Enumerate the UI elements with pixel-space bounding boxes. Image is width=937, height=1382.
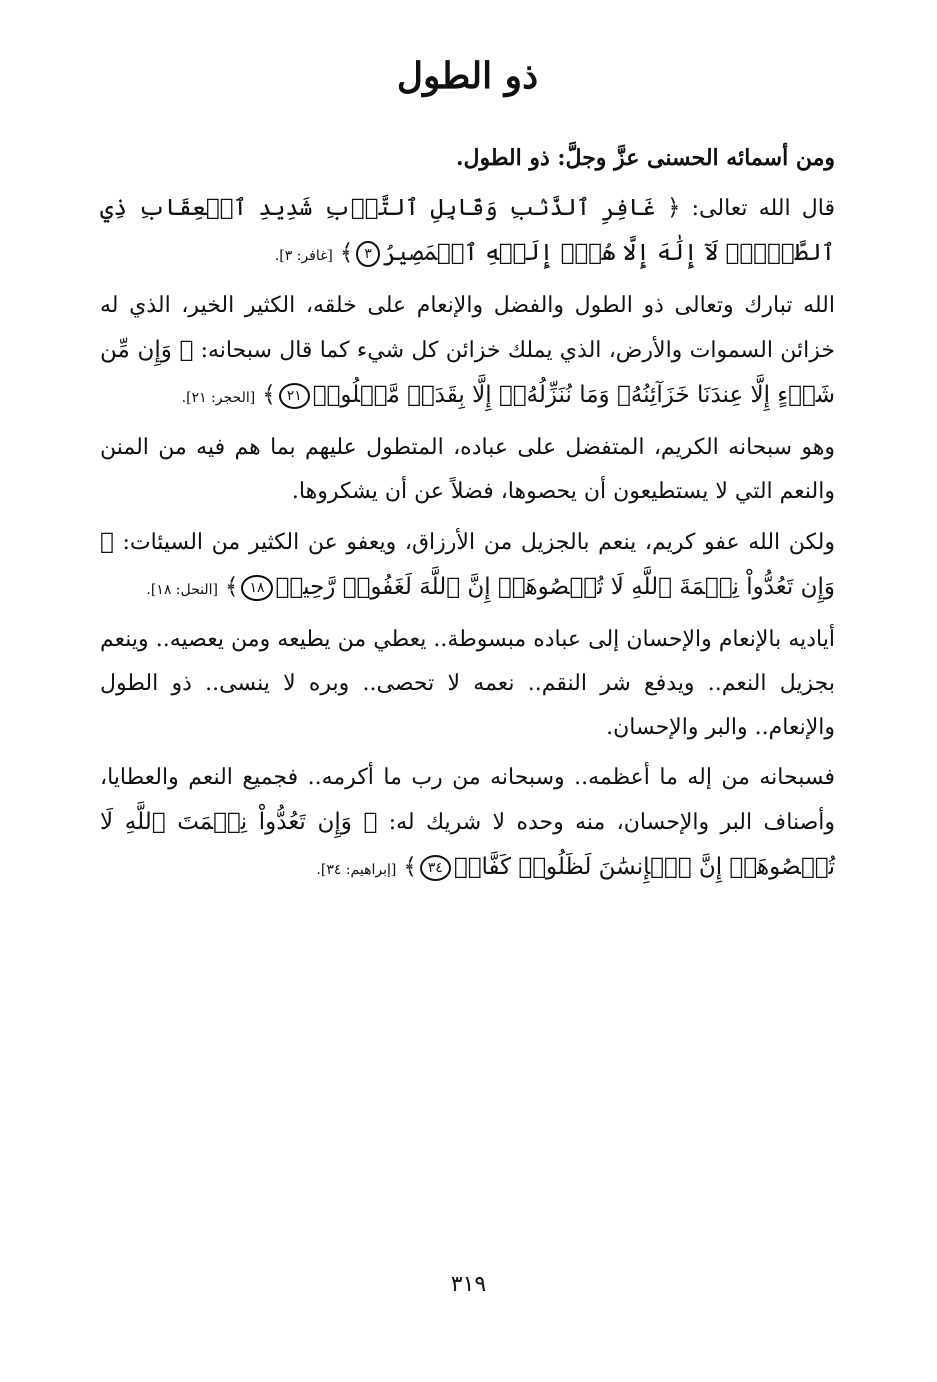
paragraph-6	[100, 756, 835, 892]
ayah-number-marker: ٣٤	[420, 855, 451, 881]
verse-close-bracket: ﴾	[262, 382, 276, 409]
paragraph-2	[100, 284, 835, 420]
verse-close-bracket: ﴾	[403, 854, 417, 881]
verse-ghafir: ﴿ غَافِرِ ٱلذَّنۢبِ وَقَابِلِ ٱلتَّوۡبِ شَدِيدِ ٱلۡعِقَابِ ذِي ٱلطَّوۡلِۖ لَآ إِلَٰهَ إِلَّا هُوَۖ إِلَيۡهِ ٱلۡمَصِيرُ	[100, 195, 835, 267]
verse-reference: [إبراهيم: ٣٤].	[316, 862, 397, 879]
paragraph-4-text: ولكن الله عفو كريم، ينعم بالجزيل من الأرزاق، ويعفو عن الكثير من السيئات:	[113, 530, 836, 556]
paragraph-3: وهو سبحانه الكريم، المتفضل على عباده، المتطول عليهم بما هم فيه من المنن والنعم التي لا يستطيعون أن يحصوها، فضلاً عن أن يشكروها.	[100, 435, 835, 505]
page-number: ٣١٩	[450, 1272, 487, 1297]
paragraph-2-text: الله تبارك وتعالى ذو الطول والفضل والإنعام على خلقه، الكثير الخير، الذي له خزائن السموات والأرض، الذي يملك خزائن كل شيء كما قال سبحانه:	[100, 293, 835, 364]
paragraph-6-text: فسبحانه من إله ما أعظمه.. وسبحانه من رب ما أكرمه.. فجميع النعم والعطايا، وأصناف البر والإحسان، منه وحده لا شريك له:	[100, 765, 835, 836]
verse-ibrahim: ﴿ وَإِن تَعُدُّواْ نِعۡمَتَ ٱللَّهِ لَا تُحۡصُوهَآۗ إِنَّ ٱلۡإِنسَٰنَ لَظَلُومٞ كَفَّارٞ	[100, 809, 835, 881]
verse-nahl: ﴿ وَإِن تَعُدُّواْ نِعۡمَةَ ٱللَّهِ لَا تُحۡصُوهَآۗ إِنَّ ٱللَّهَ لَغَفُورٞ رَّحِيمٞ	[100, 529, 835, 601]
verse-reference: [النحل: ١٨].	[146, 582, 218, 599]
paragraph-1	[100, 186, 835, 278]
verse-close-bracket: ﴾	[225, 574, 239, 601]
verse-reference: [الحجر: ٢١].	[181, 390, 256, 407]
ayah-number-marker: ٢١	[279, 383, 310, 409]
verse-reference: [غافر: ٣].	[274, 248, 333, 265]
paragraph-4	[100, 520, 835, 612]
verse-close-bracket: ﴾	[339, 240, 354, 267]
paragraph-5: أياديه بالإنعام والإحسان إلى عباده مبسوطة.. يعطي من يطيعه ومن يعصيه.. وينعم بجزيل النعم.. ويدفع شر النقم.. نعمه لا تحصى.. وبره لا ينسى.. ذو الطول والإنعام.. والبر والإحسان.	[100, 627, 835, 741]
ayah-number-marker: ١٨	[241, 575, 272, 601]
paragraph-1-lead: قال الله تعالى:	[680, 196, 835, 222]
verse-hijr: ﴿ وَإِن مِّن شَيۡءٍ إِلَّا عِندَنَا خَزَآئِنُهُۥ وَمَا نُنَزِّلُهُۥٓ إِلَّا بِقَدَرٖ مَّعۡلُومٖ	[100, 337, 835, 409]
intro-line: ومن أسمائه الحسنى عزَّ وجلَّ: ذو الطول.	[455, 145, 835, 172]
page-body	[100, 55, 835, 898]
page-title: ذو الطول	[396, 55, 539, 97]
ayah-number-marker: ٣	[356, 241, 380, 267]
